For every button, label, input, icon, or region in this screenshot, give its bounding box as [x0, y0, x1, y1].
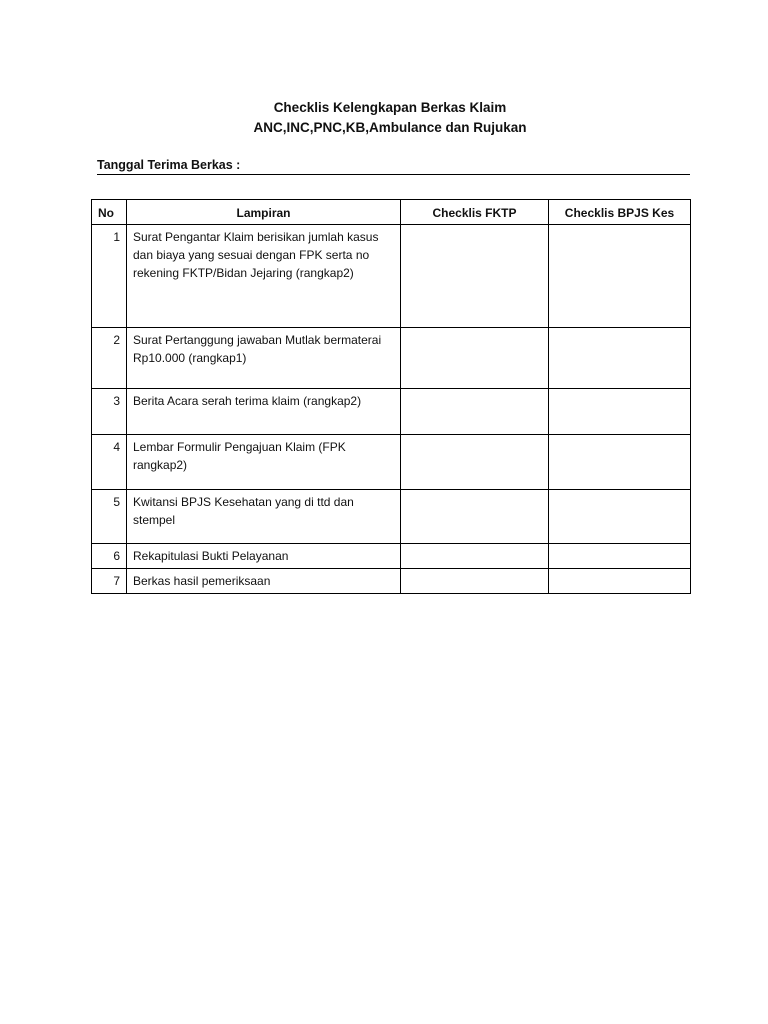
header-no: No	[92, 200, 127, 225]
table-row	[92, 328, 691, 389]
table-row	[92, 435, 691, 490]
row-checklis-bpjs-cell[interactable]	[549, 544, 691, 569]
row-checklis-bpjs-cell[interactable]	[549, 225, 691, 328]
received-date-field	[97, 157, 690, 175]
row-checklis-fktp-cell[interactable]	[401, 225, 549, 328]
row-checklis-bpjs-cell[interactable]	[549, 435, 691, 490]
table-row	[92, 569, 691, 594]
table-row	[92, 544, 691, 569]
row-lampiran: Berita Acara serah terima klaim (rangkap2)	[127, 389, 401, 435]
checklist-table	[91, 199, 691, 594]
received-date-label: Tanggal Terima Berkas :	[97, 158, 241, 172]
row-checklis-bpjs-cell[interactable]	[549, 569, 691, 594]
table-row	[92, 490, 691, 544]
row-lampiran: Kwitansi BPJS Kesehatan yang di ttd dan stempel	[127, 490, 401, 544]
row-lampiran: Lembar Formulir Pengajuan Klaim (FPK rangkap2)	[127, 435, 401, 490]
row-checklis-fktp-cell[interactable]	[401, 544, 549, 569]
row-lampiran: Surat Pertanggung jawaban Mutlak bermaterai Rp10.000 (rangkap1)	[127, 328, 401, 389]
table-header-row	[92, 200, 691, 225]
row-lampiran: Rekapitulasi Bukti Pelayanan	[127, 544, 401, 569]
table-row	[92, 389, 691, 435]
table-row	[92, 225, 691, 328]
row-checklis-fktp-cell[interactable]	[401, 490, 549, 544]
row-number: 1	[92, 225, 127, 328]
header-checklis-bpjs: Checklis BPJS Kes	[549, 200, 691, 225]
header-checklis-fktp: Checklis FKTP	[401, 200, 549, 225]
row-checklis-bpjs-cell[interactable]	[549, 490, 691, 544]
row-number: 6	[92, 544, 127, 569]
row-lampiran: Berkas hasil pemeriksaan	[127, 569, 401, 594]
row-checklis-fktp-cell[interactable]	[401, 569, 549, 594]
row-number: 5	[92, 490, 127, 544]
row-lampiran: Surat Pengantar Klaim berisikan jumlah kasus dan biaya yang sesuai dengan FPK serta no rekening FKTP/Bidan Jejaring (rangkap2)	[127, 225, 401, 328]
row-number: 2	[92, 328, 127, 389]
row-checklis-bpjs-cell[interactable]	[549, 328, 691, 389]
row-checklis-fktp-cell[interactable]	[401, 435, 549, 490]
header-lampiran: Lampiran	[127, 200, 401, 225]
title-line-1: Checklis Kelengkapan Berkas Klaim	[273, 100, 507, 115]
row-checklis-bpjs-cell[interactable]	[549, 389, 691, 435]
row-checklis-fktp-cell[interactable]	[401, 389, 549, 435]
title-line-2: ANC,INC,PNC,KB,Ambulance dan Rujukan	[253, 120, 527, 135]
row-number: 3	[92, 389, 127, 435]
row-number: 7	[92, 569, 127, 594]
row-number: 4	[92, 435, 127, 490]
document-title	[0, 98, 768, 138]
row-checklis-fktp-cell[interactable]	[401, 328, 549, 389]
